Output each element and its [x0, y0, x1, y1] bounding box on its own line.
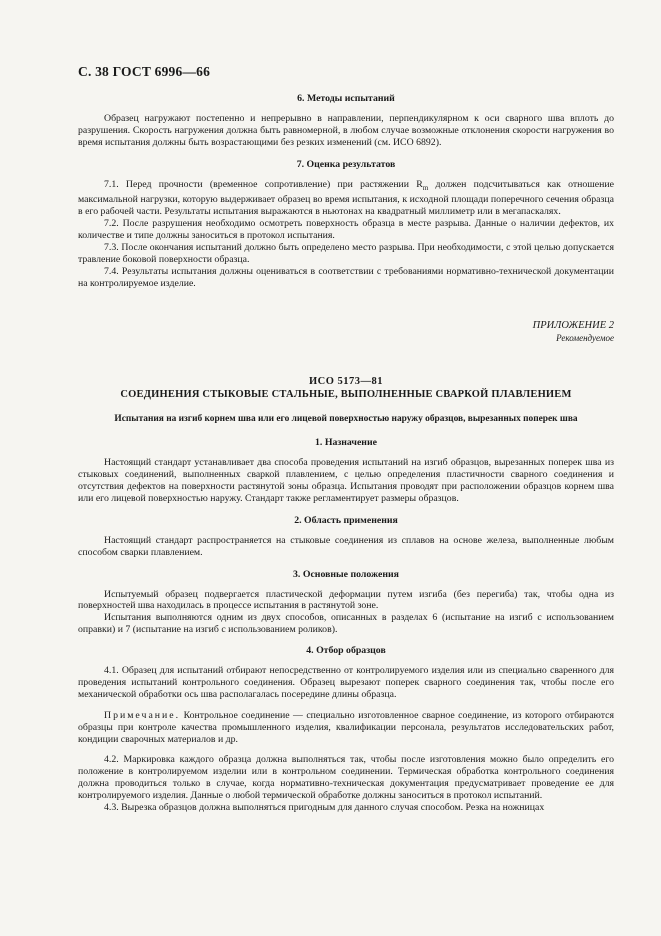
iso-section-4-1-paragraph: 4.1. Образец для испытаний отбирают непосредственно от контролируемого изделия или из специально сваренного для проведения испытаний контрольного соединения. Образец вырезают поперек сварного соединения так, чтобы после его механической обработки ось шва располагалась посередине длины образца. — [78, 665, 614, 700]
iso-number: ИСО 5173—81 — [308, 375, 384, 387]
text-fragment: 7.1. Перед прочности (временное сопротивление) при растяжении R — [104, 178, 423, 190]
iso-section-1-paragraph: Настоящий стандарт устанавливает два способа проведения испытаний на изгиб образцов, вырезанных поперек шва из стыковых соединений, выполненных сваркой плавлением, с целью определения пластичности сварного соединения и отсутствия дефектов на поверхности растянутой зоны образца. Испытания проводят при расположении образцов корнем шва или его лицевой поверхностью наружу. Стандарт также регламентирует размеры образцов. — [78, 457, 614, 504]
section-7-title: 7. Оценка результатов — [296, 158, 396, 170]
section-6-title: 6. Методы испытаний — [297, 93, 395, 104]
iso-section-3-title: 3. Основные положения — [293, 568, 399, 580]
section-7-3-paragraph: 7.3. После окончания испытаний должно быть определено место разрыва. При необходимости, с этой целью допускается травление боковой поверхности образца. — [78, 242, 614, 265]
appendix-label: ПРИЛОЖЕНИЕ 2 — [532, 319, 614, 331]
iso-section-4-title: 4. Отбор образцов — [306, 645, 386, 657]
page-header: С. 38 ГОСТ 6996—66 — [78, 64, 211, 79]
iso-section-3-paragraph-1: Испытуемый образец подвергается пластической деформации путем изгиба (без перегиба) так, чтобы одна из поверхностей шва находилась в процессе испытания в растянутой зоне. — [78, 588, 614, 612]
section-7-4-paragraph: 7.4. Результаты испытания должны оцениваться в соответствии с требованиями нормативно-технической документации на контролируемое изделие. — [78, 265, 614, 289]
iso-subtitle: Испытания на изгиб корнем шва или его лицевой поверхностью наружу образцов, вырезанных поперек шва — [114, 414, 578, 425]
note-label: Примечание. — [104, 709, 181, 721]
iso-title: СОЕДИНЕНИЯ СТЫКОВЫЕ СТАЛЬНЫЕ, ВЫПОЛНЕННЫЕ СВАРКОЙ ПЛАВЛЕНИЕМ — [120, 388, 572, 400]
section-7-2-paragraph: 7.2. После разрушения необходимо осмотреть поверхность образца в месте разрыва. Данные о наличии дефектов, их количестве и типе должны заноситься в протокол испытания. — [78, 218, 614, 242]
iso-section-3-paragraph-2: Испытания выполняются одним из двух способов, описанных в разделах 6 (испытание на изгиб с использованием оправки) и 7 (испытание на изгиб с использованием роликов). — [78, 612, 614, 636]
text-fragment: должен подсчитываться как отношение максимальной нагрузки, которую выдерживает образец во время испытания, к исходной площади поперечного сечения образца в его рабочей части. Результаты испытания выражаются в ньютонах на квадратный миллиметр или в мегапаскалях. — [78, 178, 614, 218]
appendix-sub: Рекомендуемое — [556, 332, 614, 343]
iso-section-4-2-paragraph: 4.2. Маркировка каждого образца должна выполняться так, чтобы после изготовления можно было определить его положение в контролируемом изделии или в контрольном соединении. Термическая обработка контрольного соединения должна проводиться только в случае, когда нормативно-техническая документация предусматривает проведение ее для контролируемого изделия. Данные о любой термической обработке должны заноситься в протокол испытаний. — [78, 754, 614, 802]
section-7-1-paragraph — [78, 179, 614, 219]
iso-section-1-title: 1. Назначение — [315, 437, 377, 449]
iso-note-paragraph — [78, 710, 614, 746]
appendix-label-block — [78, 320, 614, 344]
section-6-paragraph: Образец нагружают постепенно и непрерывно в направлении, перпендикулярном к оси сварного шва вплоть до разрушения. Скорость нагружения должна быть равномерной, в любом случае возможные отклонения скорости нагружения во время испытания должны быть возрастающими без резких изменений (см. ИСО 6892). — [78, 112, 614, 148]
iso-section-2-paragraph: Настоящий стандарт распространяется на стыковые соединения из сплавов на основе железа, выполненные любым способом сварки плавлением. — [78, 534, 614, 558]
iso-section-4-3-paragraph: 4.3. Вырезка образцов должна выполняться пригодным для данного случая способом. Резка на ножницах — [104, 802, 545, 814]
subscript: m — [422, 183, 429, 192]
page-content — [78, 93, 614, 814]
note-text: Контрольное соединение — специально изготовленное сварное соединение, из которого отбираются образцы при контроле качества промышленного изделия, квалификации персонала, результатов исследовательских работ, кондиции сварочных материалов и др. — [78, 709, 614, 745]
iso-section-2-title: 2. Область применения — [294, 514, 398, 526]
